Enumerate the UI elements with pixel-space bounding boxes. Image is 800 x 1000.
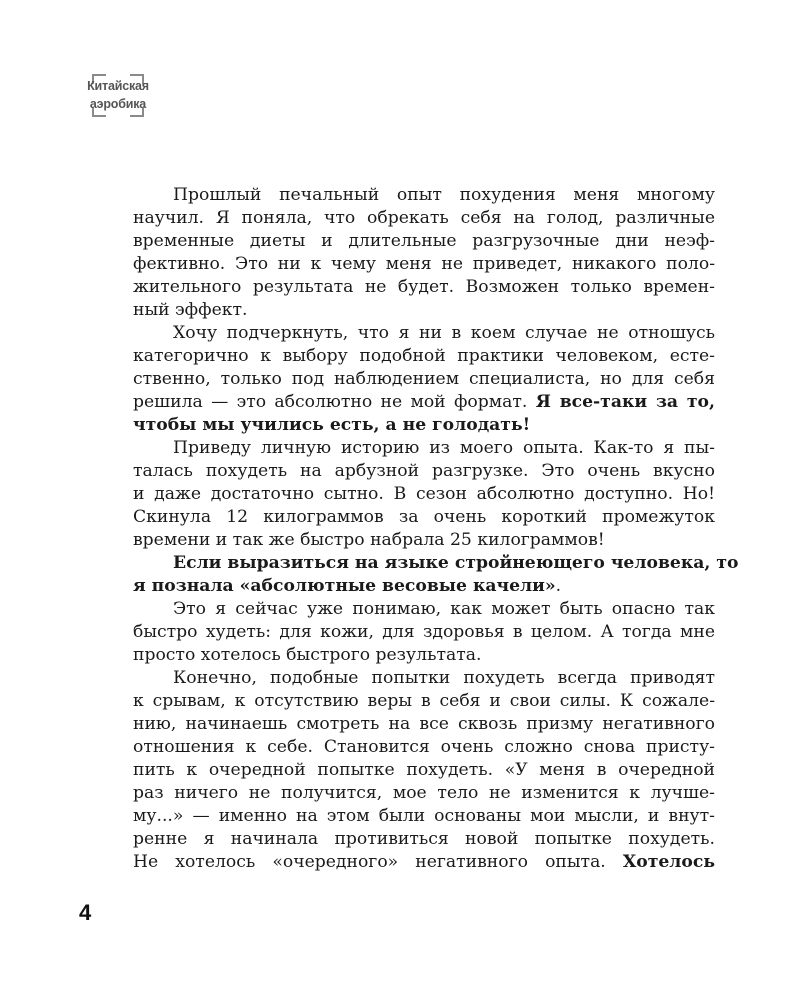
text-line [133, 437, 715, 460]
text-segment: отношения к себе. Становится очень сложно снова присту- [133, 737, 715, 757]
text-line [133, 345, 715, 368]
text-line [133, 598, 715, 621]
text-segment: Конечно, подобные попытки похудеть всегда приводят [173, 668, 715, 688]
text-line [133, 575, 715, 598]
text-line [133, 828, 715, 851]
text-line [133, 391, 715, 414]
text-segment: Прошлый печальный опыт похудения меня многому [173, 185, 715, 205]
bold-segment: я познала «абсолютные весовые качели» [133, 576, 556, 596]
text-line [133, 736, 715, 759]
text-line [133, 322, 715, 345]
text-line [133, 460, 715, 483]
text-segment: к срывам, к отсутствию веры в себя и свои силы. К сожале- [133, 691, 715, 711]
text-segment: фективно. Это ни к чему меня не приведет, никакого поло- [133, 254, 715, 274]
text-segment: Скинула 12 килограммов за очень короткий промежуток [133, 507, 715, 527]
bold-segment: чтобы мы учились есть, а не голодать! [133, 415, 531, 435]
running-head-title-line2: аэробика [89, 97, 147, 111]
text-line [133, 184, 715, 207]
text-line [133, 759, 715, 782]
text-line [133, 207, 715, 230]
text-line [133, 851, 715, 874]
text-segment: научил. Я поняла, что обрекать себя на голод, различные [133, 208, 715, 228]
text-line [133, 667, 715, 690]
text-line [133, 713, 715, 736]
text-segment: быстро худеть: для кожи, для здоровья в целом. А тогда мне [133, 622, 715, 642]
body-text [133, 184, 739, 874]
text-line [133, 414, 715, 437]
running-head-title-line1: Китайская [87, 79, 149, 93]
bold-segment: Я все-таки за то, [535, 392, 716, 412]
text-line [133, 644, 715, 667]
bold-segment: Хотелось [622, 852, 715, 872]
text-segment: решила — это абсолютно не мой формат. [133, 392, 536, 412]
text-segment: и даже достаточно сытно. В сезон абсолютно доступно. Но! [133, 484, 715, 504]
text-line [133, 253, 715, 276]
text-segment: временные диеты и длительные разгрузочные дни неэф- [133, 231, 715, 251]
text-segment: ный эффект. [133, 300, 248, 320]
text-segment: раз ничего не получится, мое тело не изменится к лучше- [133, 783, 715, 803]
text-line [133, 230, 715, 253]
text-segment: Это я сейчас уже понимаю, как может быть опасно так [173, 599, 715, 619]
text-line [133, 368, 715, 391]
text-line [133, 483, 715, 506]
text-line [133, 690, 715, 713]
text-line [133, 299, 715, 322]
text-segment: талась похудеть на арбузной разгрузке. Это очень вкусно [133, 461, 715, 481]
text-line [133, 529, 715, 552]
text-segment: жительного результата не будет. Возможен только времен- [133, 277, 715, 297]
bold-segment: Если выразиться на языке стройнеющего человека, то [173, 553, 739, 573]
text-segment: категорично к выбору подобной практики человеком, есте- [133, 346, 715, 366]
text-segment: пить к очередной попытке похудеть. «У меня в очередной [133, 760, 715, 780]
text-segment: ренне я начинала противиться новой попытке похудеть. [133, 829, 715, 849]
text-line [133, 276, 715, 299]
text-line [133, 782, 715, 805]
text-segment: ственно, только под наблюдением специалиста, но для себя [133, 369, 715, 389]
text-segment: му...» — именно на этом были основаны мои мысли, и внут- [133, 806, 715, 826]
text-segment: просто хотелось быстрого результата. [133, 645, 482, 665]
text-segment: Приведу личную историю из моего опыта. Как-то я пы- [173, 438, 715, 458]
text-segment: Хочу подчеркнуть, что я ни в коем случае не отношусь [173, 323, 715, 343]
text-segment: нию, начинаешь смотреть на все сквозь призму негативного [133, 714, 715, 734]
text-segment: времени и так же быстро набрала 25 килограммов! [133, 530, 605, 550]
text-segment: . [555, 576, 562, 596]
frame-line [92, 74, 106, 76]
text-line [133, 552, 739, 575]
text-segment: Не хотелось «очередного» негативного опыта. [133, 852, 623, 872]
page-number: 4 [79, 900, 92, 925]
running-head [78, 72, 158, 120]
text-line [133, 805, 715, 828]
text-line [133, 621, 715, 644]
text-line [133, 506, 715, 529]
frame-line [92, 115, 106, 117]
